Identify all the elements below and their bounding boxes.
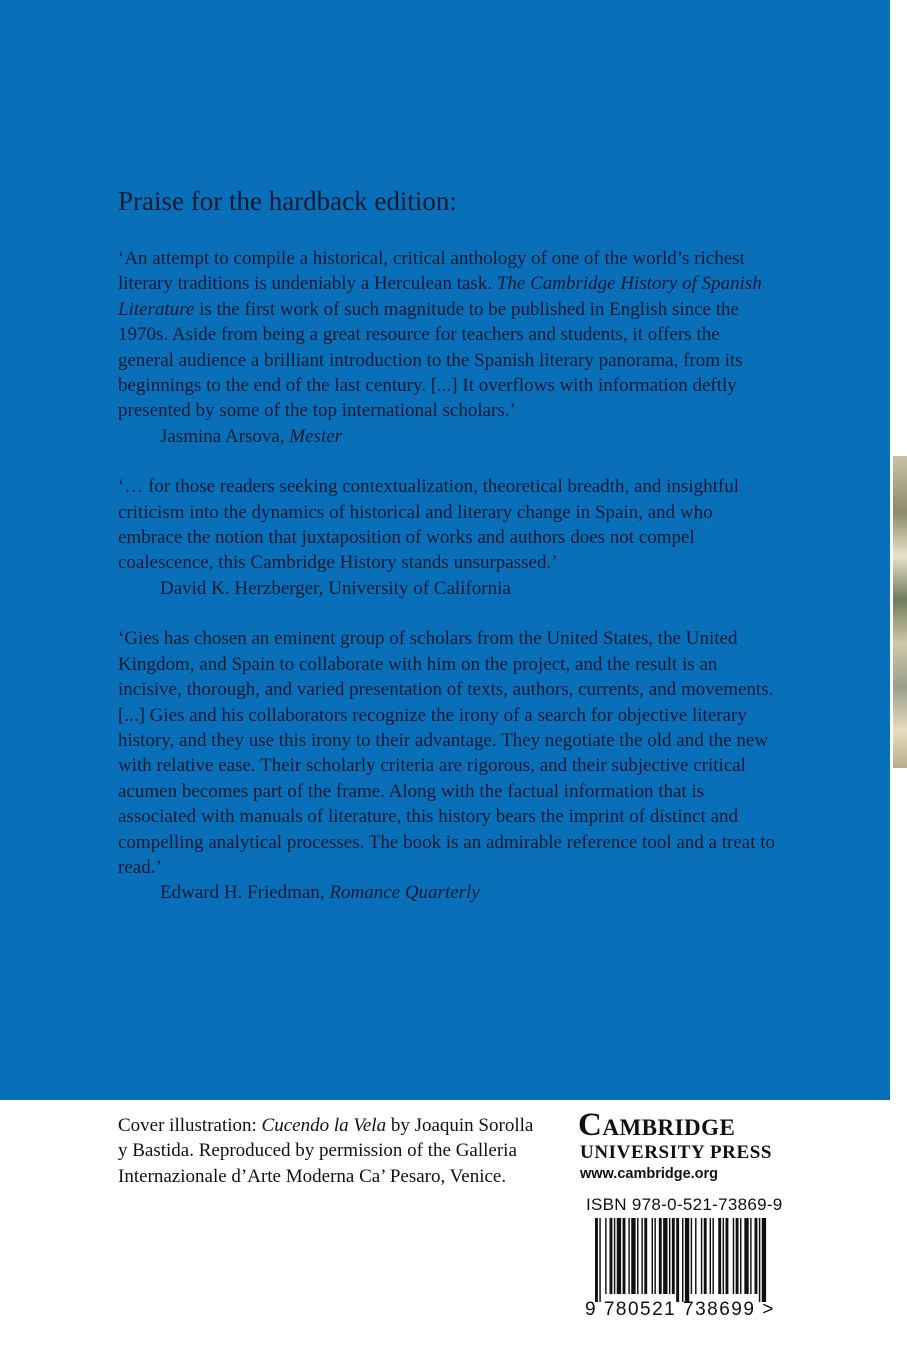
barcode-bar [755,1218,758,1294]
publisher-name: Cambridge [578,1107,736,1143]
publisher-subtitle: UNIVERSITY PRESS [580,1142,773,1163]
barcode-bar [672,1218,675,1294]
barcode-bar [726,1218,729,1294]
barcode-bar [685,1218,689,1302]
barcode-bar [682,1218,683,1302]
review-1 [118,246,778,449]
barcode-bar [718,1218,721,1294]
review-2 [118,474,778,601]
barcode-bar [641,1218,642,1294]
barcode-bar [595,1218,598,1302]
praise-section [118,184,778,931]
barcode-bar [744,1218,748,1294]
barcode-bar [669,1218,670,1294]
barcode-bar [723,1218,724,1294]
barcode-bar [654,1218,655,1294]
bottom-white-band [0,1100,907,1360]
barcode-bar [701,1218,702,1294]
isbn-label: ISBN 978-0-521-73869-9 [586,1195,783,1214]
barcode-bar [736,1218,739,1294]
barcode-bar [740,1218,741,1294]
isbn-barcode [583,1218,813,1318]
barcode-bar [676,1218,679,1302]
cover-illustration-credit: Cover illustration: Cucendo la Vela by Joaquin Sorolla y Bastida. Reproduced by permission of the Galleria Internazionale d’Arte Moderna Ca’ Pesaro, Venice. [118,1115,534,1187]
review-attribution: Jasmina Arsova, Mester [160,425,343,447]
barcode-bar [710,1218,711,1294]
barcode-digits: 9 780521 738699 > [585,1299,775,1318]
barcode-bar [733,1218,734,1294]
barcode-bar [759,1218,760,1302]
barcode-bar [614,1218,615,1294]
barcode-bar [610,1218,613,1294]
barcode-bar [617,1218,621,1294]
barcode-bar [704,1218,707,1294]
barcode-bar [631,1218,635,1294]
barcode-bar [695,1218,696,1294]
publisher-url: www.cambridge.org [580,1166,719,1182]
barcode-bar [691,1218,692,1294]
barcode-bar [750,1218,751,1294]
barcode-bar [652,1218,653,1294]
cover-painting-edge [893,456,907,768]
review-quote: ‘An attempt to compile a historical, critical anthology of one of the world’s richest literary traditions is undeniably a Herculean task. The Cambridge History of Spanish Literature is the first work of such magnitude to be published in English since the 1970s. Aside from being a great resource for teachers and students, it offers the general audience a brilliant introduction to the Spanish literary panorama, from its beginnings to the end of the last century. [...] It overflows with information deftly presented by some of the top international scholars.’ [118,248,762,422]
review-attribution: Edward H. Friedman, Romance Quarterly [160,882,480,904]
review-quote: ‘… for those readers seeking contextualization, theoretical breadth, and insightful criticism into the dynamics of historical and literary change in Spain, and who embrace the notion that juxtaposition of works and authors does not compel coalescence, this Cambridge History stands unsurpassed.’ [118,476,739,574]
barcode-bar [623,1218,626,1294]
barcode-bar [605,1218,606,1294]
barcode-bars [595,1218,766,1302]
barcode-bar [599,1218,600,1302]
barcode-bar [712,1218,713,1294]
barcode-bar [644,1218,647,1294]
barcode-bar [628,1218,629,1294]
review-3 [118,626,778,905]
review-quote: ‘Gies has chosen an eminent group of scholars from the United States, the United Kingdom, and Spain to collaborate with him on the project, and the result is an incisive, thorough, and varied presentation of texts, authors, currents, and movements. [...] Gies and his collaborators recognize the irony of a search for objective literary history, and they use this irony to their advantage. They negotiate the old and the new with relative ease. Their scholarly criteria are rigorous, and their subjective critical acumen becomes part of the frame. Along with the factual information that is associated with manuals of literature, this history bears the imprint of distinct and compelling analytical processes. The book is an admirable reference tool and a treat to read.’ [118,628,776,878]
barcode-bar [762,1218,766,1302]
barcode-bar [663,1218,667,1294]
publisher-logo [578,1108,818,1184]
review-attribution: David K. Herzberger, University of California [160,577,511,599]
praise-title: Praise for the hardback edition: [118,186,457,216]
barcode-bar [659,1218,662,1294]
barcode-bar [637,1218,638,1294]
